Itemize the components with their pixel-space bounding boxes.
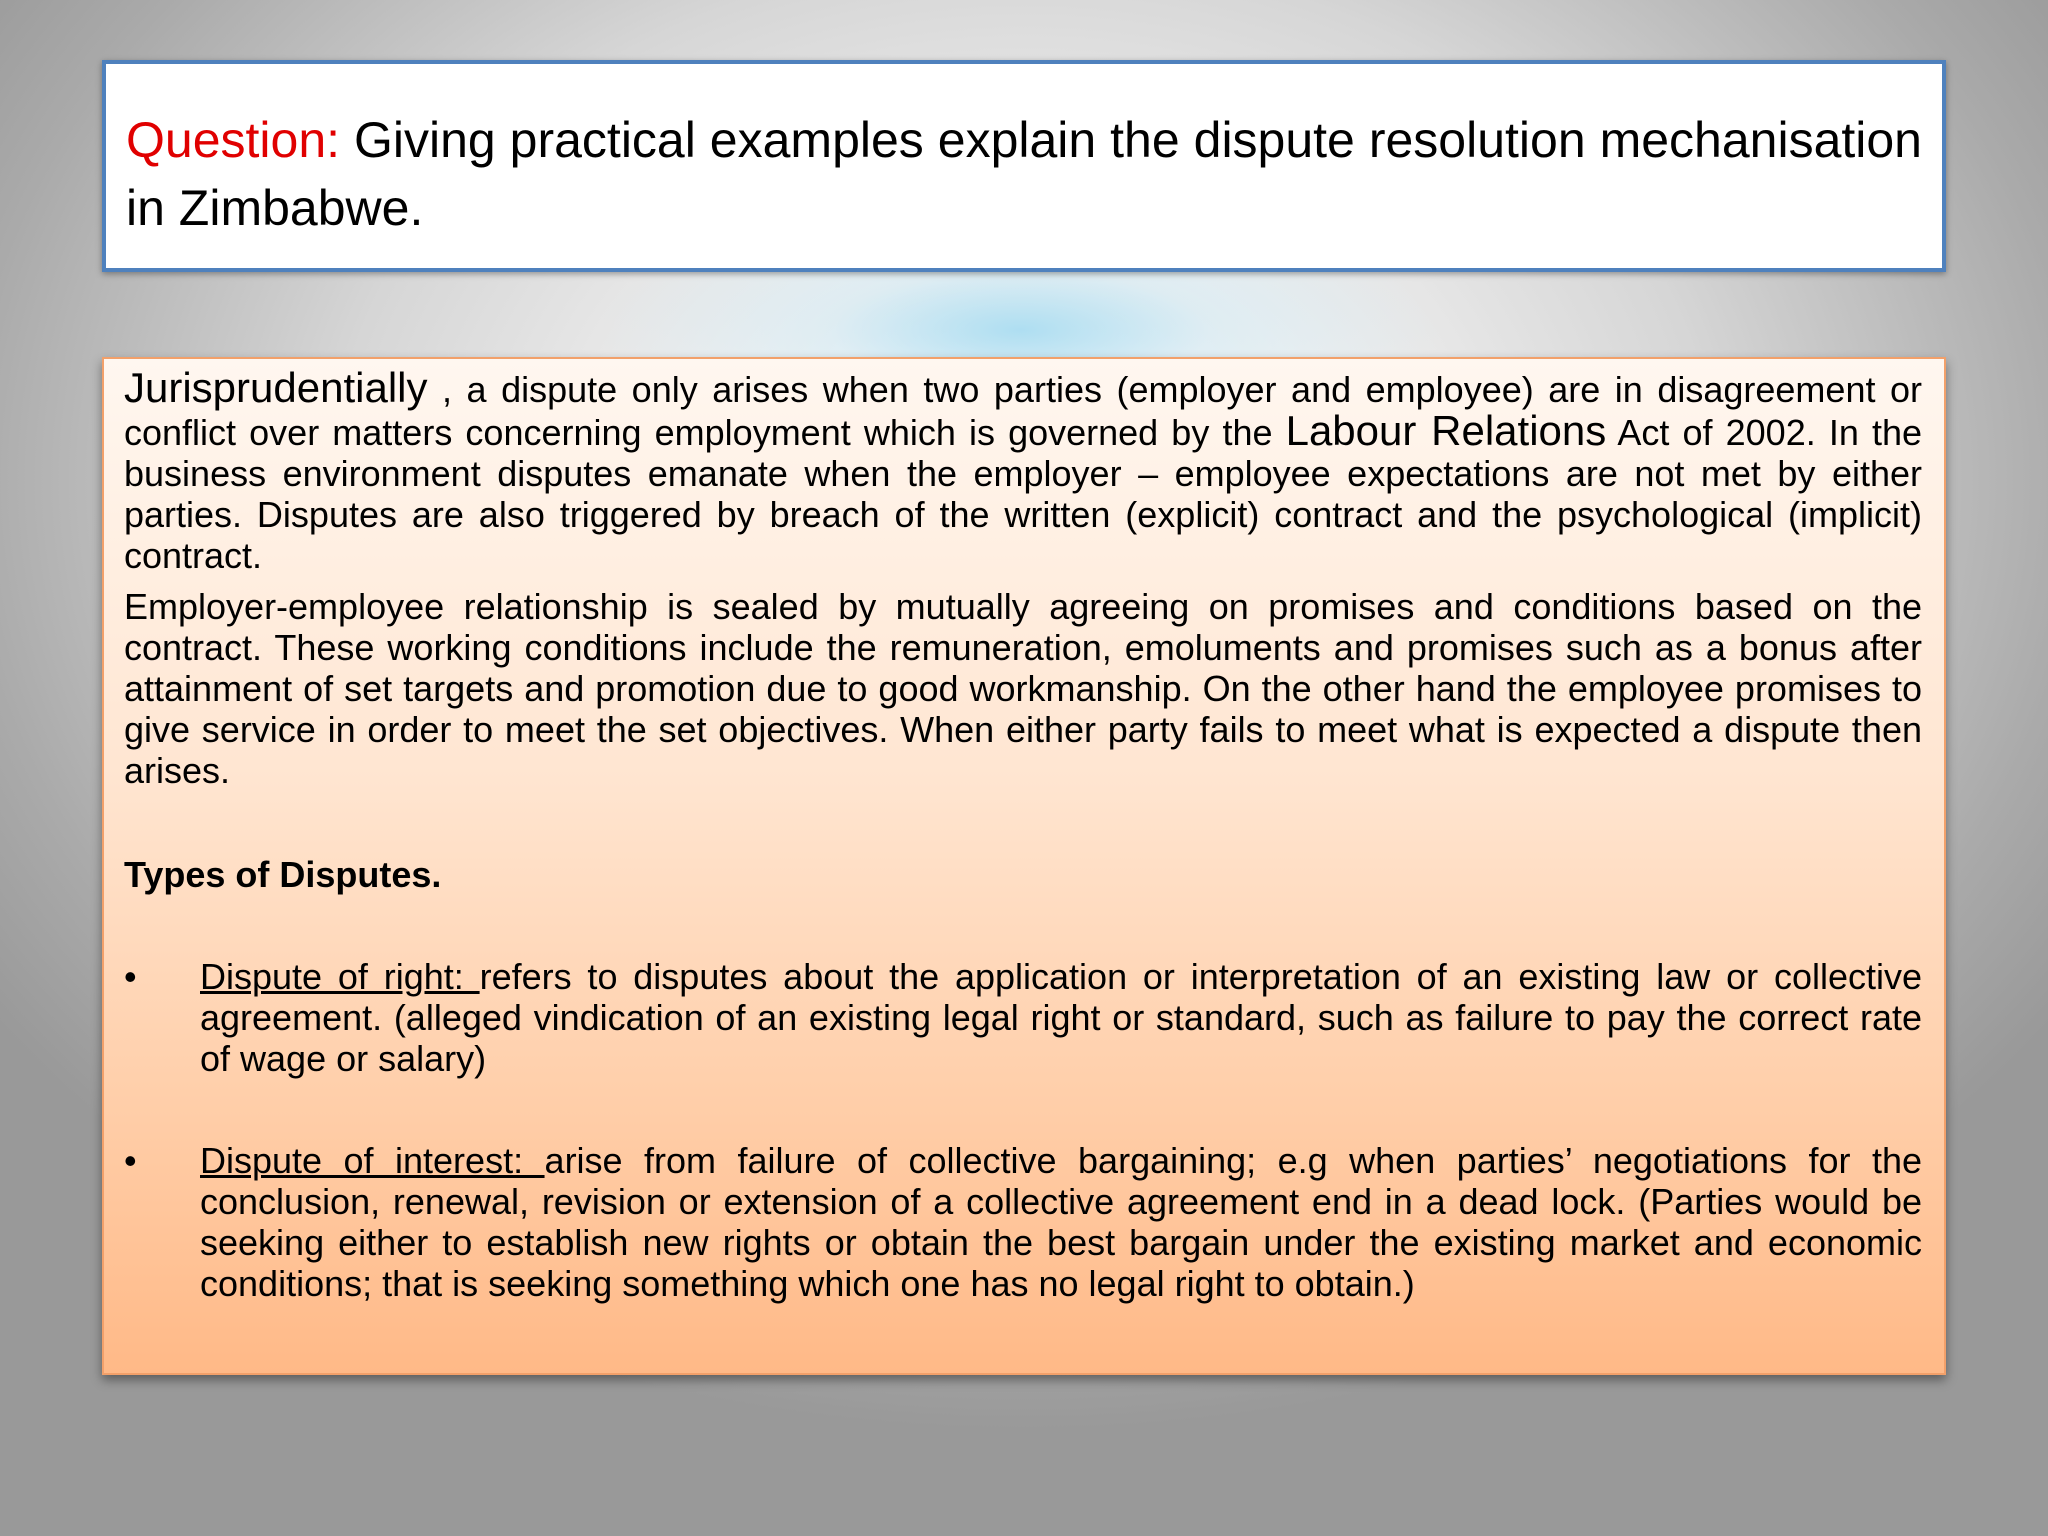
intro-paragraph xyxy=(124,364,1922,576)
dispute-of-right-item xyxy=(124,956,1922,1079)
bullet-icon: • xyxy=(124,1140,137,1181)
dispute-of-interest-term: Dispute of interest: xyxy=(200,1140,545,1181)
question-label: Question: xyxy=(126,112,341,168)
types-heading: Types of Disputes. xyxy=(124,854,442,895)
bullet-icon: • xyxy=(124,956,137,997)
question-box xyxy=(102,60,1946,272)
dispute-of-right-text: refers to disputes about the application or interpretation of an existing law or collective agreement. (alleged vindication of an existing legal right or standard, such as failure to pay the correct rate of wage or salary) xyxy=(200,956,1923,1079)
labour-relations-term: Labour Relations xyxy=(1285,407,1607,454)
dispute-types-list xyxy=(124,956,1922,1304)
intro-text-a: , a dispute only arises when two parties (employer and employee) are in disagreement or conflict over matters concerning employment which is governed by the xyxy=(124,369,1922,453)
relationship-paragraph: Employer-employee relationship is sealed by mutually agreeing on promises and conditions based on the contract. These working conditions include the remuneration, emoluments and promises such as a bonus after attainment of set targets and promotion due to good workmanship. On the other hand the employee promises to give service in order to meet the set objectives. When either party fails to meet what is expected a dispute then arises. xyxy=(124,586,1922,791)
question-text xyxy=(126,106,1922,242)
intro-text-b: Act of 2002. In the business environment disputes emanate when the employer – employee expectations are not met by either parties. Disputes are also triggered by breach of the written (explicit) contract and the psychological (implicit) contract. xyxy=(124,412,1922,576)
content-box xyxy=(102,357,1946,1375)
dispute-of-interest-text: arise from failure of collective bargaining; e.g when parties’ negotiations for the conclusion, renewal, revision or extension of a collective agreement end in a dead lock. (Parties would be seeking either to establish new rights or obtain the best bargain under the existing market and economic conditions; that is seeking something which one has no legal right to obtain.) xyxy=(200,1140,1922,1304)
dispute-of-interest-item xyxy=(124,1140,1922,1304)
question-body: Giving practical examples explain the dispute resolution mechanisation in Zimbabwe. xyxy=(126,112,1922,236)
intro-lead-word: Jurisprudentially xyxy=(124,364,428,411)
dispute-of-right-term: Dispute of right: xyxy=(200,956,480,997)
